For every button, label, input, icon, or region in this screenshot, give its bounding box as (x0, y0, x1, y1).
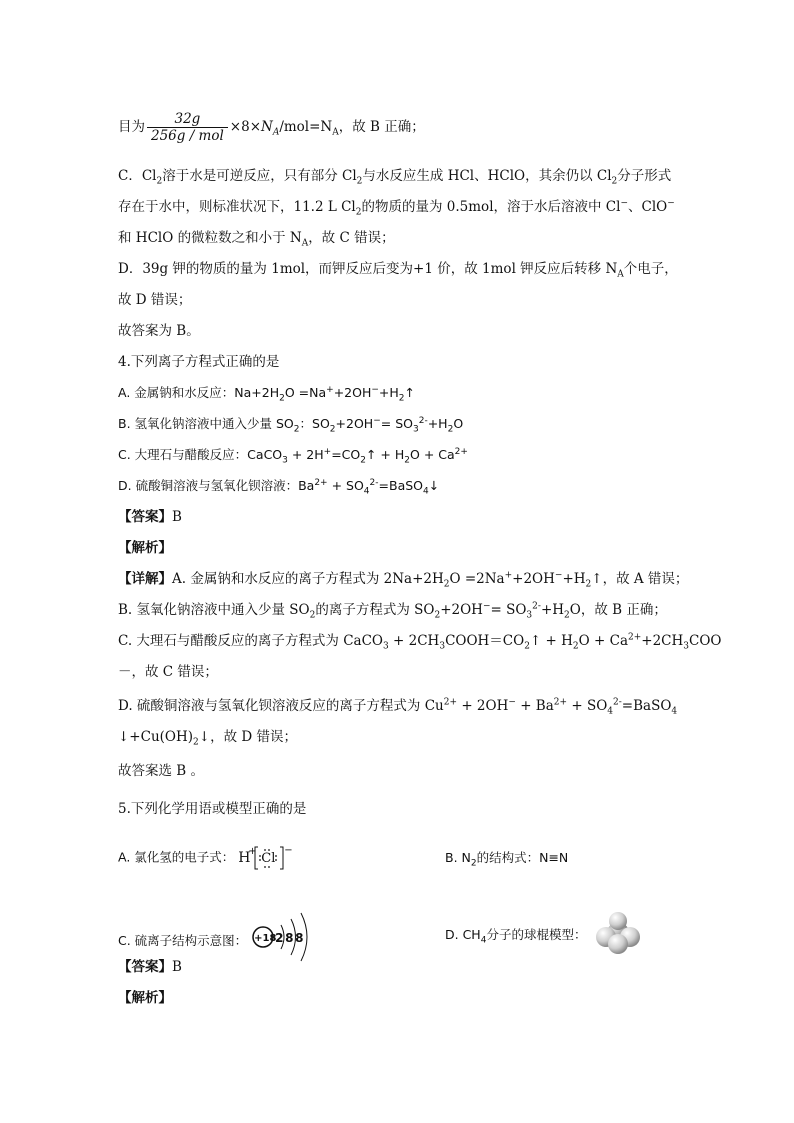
text: 、ClO (628, 199, 668, 215)
text: =BaSO (378, 478, 423, 493)
subscript: 2 (443, 579, 450, 590)
text: +H (378, 385, 399, 400)
subscript: 2 (293, 424, 300, 435)
q4-conclusion: 故答案选 B 。 (118, 763, 205, 779)
subscript: A (272, 127, 280, 138)
text: ↓，故 D 错误； (198, 729, 297, 745)
nucleus-label: +18 (254, 933, 277, 944)
text: D. 硫酸铜溶液与氢氧化钡溶液反应的离子方程式为 Cu (118, 698, 444, 714)
text: 溶于水是可逆反应，只有部分 Cl (162, 168, 357, 184)
subscript: 4 (423, 486, 429, 497)
text: A. 金属钠和水反应的离子方程式为 2Na+2H (172, 571, 444, 587)
text: 与水反应生成 HCl、HClO，其余仍以 Cl (362, 168, 612, 184)
q4-explain-c1 (118, 632, 722, 650)
text: = SO (490, 602, 527, 618)
text: C. 大理石与醋酸反应的离子方程式为 CaCO (118, 633, 383, 649)
superscript: − (284, 845, 293, 856)
text: H (238, 850, 251, 866)
q4-analysis-label: 【解析】 (118, 540, 172, 556)
q4-explain-b (118, 601, 667, 619)
superscript: 2+ (454, 446, 468, 457)
q3-d-line2: 故 D 错误； (118, 292, 192, 308)
text: ↑ + H (529, 633, 573, 649)
text: 的离子方程式为 SO (315, 602, 435, 618)
text: +H (562, 571, 586, 587)
subscript: 2 (356, 176, 363, 187)
text: 的物质的量为 0.5mol，溶于水后溶液中 Cl (361, 199, 621, 215)
subscript: 3 (412, 424, 419, 435)
fraction (147, 111, 228, 144)
text: =BaSO (621, 698, 672, 714)
text: COO (689, 633, 722, 649)
text: + 2H (287, 447, 324, 462)
superscript: 2- (418, 415, 428, 426)
text: N (261, 119, 273, 135)
text: ↑ + H (365, 447, 405, 462)
superscript: + (248, 846, 257, 857)
subscript: 4 (480, 935, 487, 946)
text: + SO (567, 698, 608, 714)
text: +H (540, 602, 565, 618)
q3-c-line1 (118, 167, 671, 185)
superscript: − (371, 384, 379, 395)
subscript: 2 (585, 579, 592, 590)
text: =CO (331, 447, 361, 462)
text: +2OH (333, 385, 372, 400)
subscript: 3 (683, 641, 690, 652)
subscript: 3 (383, 641, 389, 652)
subscript: 2 (193, 737, 199, 748)
text: O，故 B 正确； (569, 602, 667, 618)
subscript: 4 (607, 706, 614, 717)
text: O + Ca (578, 633, 628, 649)
q4-option-c (118, 446, 468, 464)
subscript: 2 (564, 610, 570, 621)
subscript: 3 (439, 641, 446, 652)
text: C. 大理石与醋酸反应：CaCO (118, 447, 283, 462)
text: ↑，故 A 错误； (591, 571, 689, 587)
superscript: − (508, 697, 516, 708)
text: 个电子， (623, 261, 678, 277)
superscript: + (323, 446, 332, 457)
text: O (453, 416, 464, 431)
text: 的结构式：N≡N (476, 850, 569, 865)
superscript: 2+ (314, 477, 328, 488)
answer-label: 【答案】 (118, 509, 172, 525)
text: +2CH (641, 633, 684, 649)
superscript: − (554, 570, 563, 581)
text: O =2Na (449, 571, 505, 587)
q3-answer-line: 故答案为 B。 (118, 323, 200, 339)
text: ，故 B 正确； (338, 119, 425, 135)
subscript: 2 (434, 610, 441, 621)
superscript: − (620, 198, 628, 209)
answer-label: 【答案】 (118, 959, 172, 975)
superscript: 2+ (628, 632, 642, 643)
q4-explain-d2 (118, 728, 297, 746)
subscript: 3 (282, 455, 288, 466)
text: O + Ca (410, 447, 455, 462)
q3-b-line (118, 111, 425, 144)
answer-value: B (172, 509, 182, 525)
shell-count: 2 (275, 931, 284, 945)
fraction-numerator: 32g (147, 111, 228, 128)
q5-option-a (118, 845, 293, 871)
text: ，故 C 错误； (308, 230, 395, 246)
subscript: 2 (524, 641, 530, 652)
text: + Ba (515, 698, 554, 714)
text: ↓ (428, 478, 440, 493)
superscript: 2- (532, 601, 541, 612)
text: C. 硫离子结构示意图： (118, 933, 248, 948)
text: COOH＝CO (445, 633, 525, 649)
shell-count: 8 (295, 931, 304, 945)
q4-explain-d1 (118, 697, 677, 715)
text: + 2CH (388, 633, 440, 649)
q5-answer (118, 958, 182, 976)
superscript: + (326, 384, 334, 395)
text: 分子形式 (617, 168, 672, 184)
text: B. N (445, 850, 471, 865)
subscript: A (617, 269, 624, 280)
subscript: 2 (447, 424, 454, 435)
subscript: 2 (309, 610, 316, 621)
q5-option-b (445, 849, 568, 867)
subscript: 2 (611, 176, 618, 187)
text: +H (427, 416, 448, 431)
q4-explain-c2: －，故 C 错误； (118, 664, 218, 680)
sulfide-ion-structure-icon (251, 909, 315, 965)
text: D. CH (445, 927, 481, 942)
q4-stem: 4.下列离子方程式正确的是 (118, 354, 280, 370)
q3-c-line3 (118, 229, 395, 247)
text: = SO (380, 416, 413, 431)
text: + SO (327, 478, 364, 493)
answer-value: B (172, 959, 182, 975)
text: Cl (261, 851, 276, 866)
subscript: 2 (572, 641, 579, 652)
q4-option-d (118, 477, 439, 495)
text: ×8× (229, 119, 262, 135)
text: C．Cl (118, 168, 157, 184)
subscript: 2 (360, 455, 366, 466)
text: D. 硫酸铜溶液与氢氧化钡溶液：Ba (118, 478, 315, 493)
subscript: A (301, 238, 309, 249)
superscript: 2+ (553, 697, 568, 708)
q4-answer (118, 508, 182, 526)
superscript: − (667, 198, 675, 209)
ch4-ball-model-icon (590, 911, 646, 955)
text: B. 氢氧化钠溶液中通入少量 SO (118, 416, 294, 431)
detail-label: 【详解】 (118, 571, 172, 587)
hcl-electron-formula (238, 845, 293, 871)
text: ：SO (299, 416, 330, 431)
superscript: + (504, 570, 513, 581)
subscript: A (332, 127, 339, 138)
text: B. 氢氧化钠溶液中通入少量 SO (118, 602, 310, 618)
subscript: 2 (355, 207, 362, 218)
text: 目为 (118, 119, 145, 135)
q5-stem: 5.下列化学用语或模型正确的是 (118, 801, 307, 817)
subscript: 2 (156, 176, 163, 187)
text: 存在于水中，则标准状况下，11.2 L Cl (118, 199, 356, 215)
text: O =Na (284, 385, 327, 400)
subscript: 4 (363, 486, 370, 497)
text: + 2OH (457, 698, 509, 714)
shell-count: 8 (285, 931, 294, 945)
text: ↑ (404, 385, 416, 400)
superscript: − (482, 601, 491, 612)
text: +2OH (440, 602, 483, 618)
q5-option-d (445, 911, 646, 955)
q4-explain-a (118, 570, 688, 588)
text: /mol=N (279, 119, 333, 135)
fraction-denominator: 256g / mol (151, 128, 224, 144)
subscript: 3 (526, 610, 533, 621)
q5-option-c (118, 909, 315, 965)
subscript: 2 (470, 858, 477, 869)
text: 和 HClO 的微粒数之和小于 N (118, 230, 302, 246)
q3-c-line2 (118, 198, 675, 216)
text: +2OH (512, 571, 555, 587)
text: A. 金属钠和水反应：Na+2H (118, 385, 280, 400)
subscript: 2 (398, 393, 405, 404)
subscript: 2 (329, 424, 336, 435)
q4-option-a (118, 384, 415, 402)
subscript: 2 (404, 455, 411, 466)
q3-d-line1 (118, 260, 678, 278)
superscript: 2+ (443, 697, 458, 708)
superscript: 2- (613, 697, 622, 708)
text: ↓+Cu(OH) (118, 729, 194, 745)
text: A. 氯化氢的电子式： (118, 849, 235, 865)
superscript: 2- (369, 477, 379, 488)
text: +2OH (335, 416, 374, 431)
q4-option-b (118, 415, 463, 433)
q5-analysis-label: 【解析】 (118, 990, 172, 1006)
superscript: − (373, 415, 381, 426)
text: D．39g 钾的物质的量为 1mol，而钾反应后变为+1 价，故 1mol 钾反应后转移 N (118, 261, 618, 277)
subscript: 4 (671, 706, 678, 717)
subscript: 2 (279, 393, 285, 404)
text: 分子的球棍模型： (486, 927, 587, 942)
